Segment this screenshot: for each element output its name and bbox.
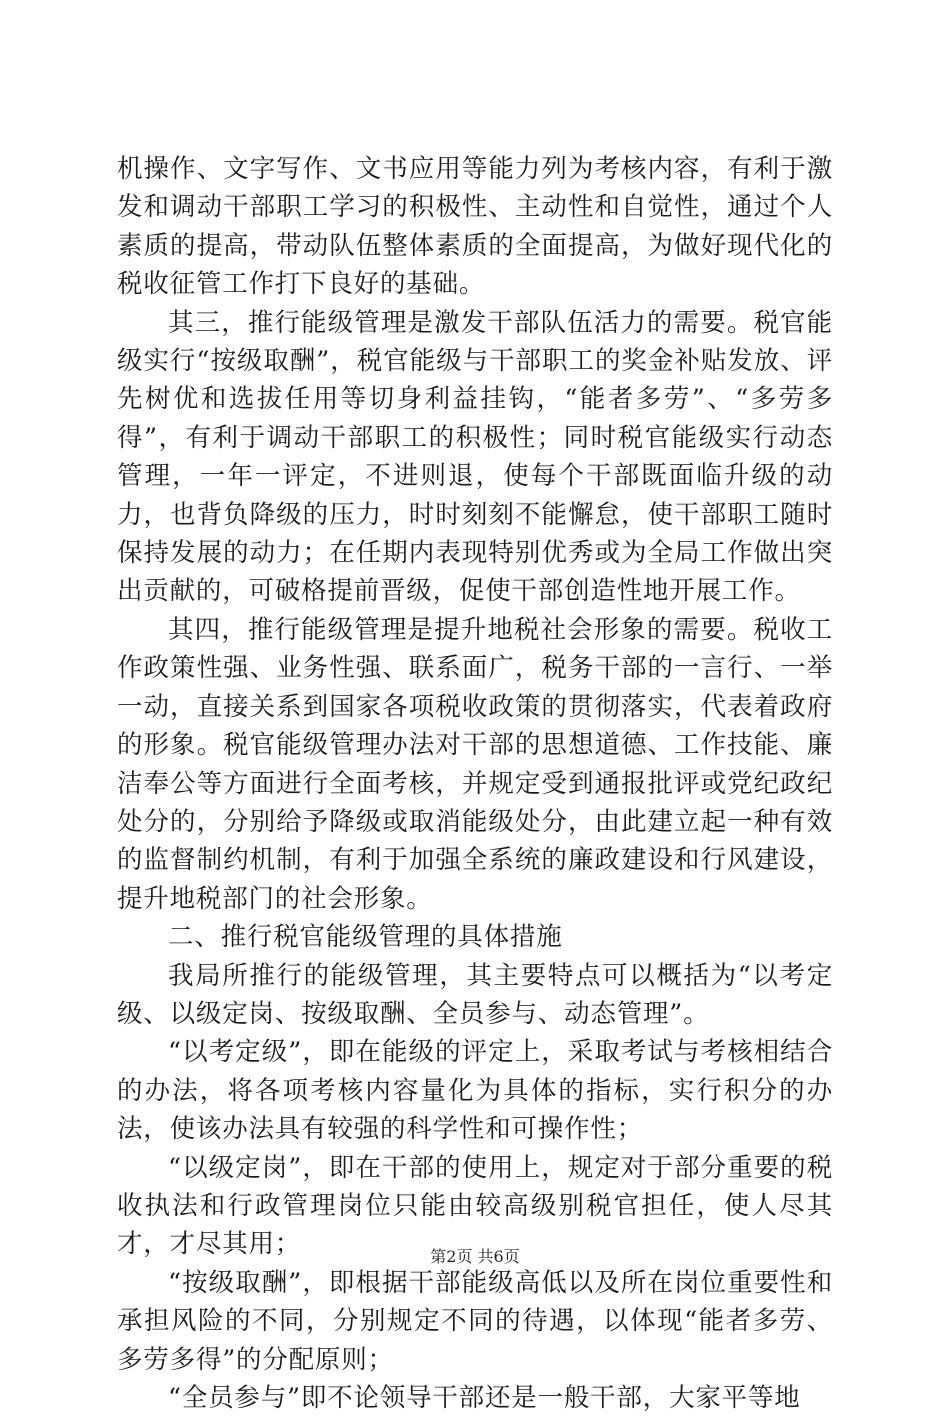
section-heading-measures: 二、推行税官能级管理的具体措施	[168, 922, 563, 953]
paragraph-pay-by-grade: “按级取酬”，即根据干部能级高低以及所在岗位重要性和承担风险的不同，分别规定不同的待遇，以体现“能者多劳、多劳多得”的分配原则；	[117, 1267, 833, 1375]
paragraph-post-by-grade: “以级定岗”，即在干部的使用上，规定对于部分重要的税收执法和行政管理岗位只能由较高级别税官担任，使人尽其才，才尽其用；	[117, 1152, 833, 1260]
paragraph-full-participation: “全员参与”即不论领导干部还是一般干部，大家平等地	[168, 1383, 801, 1413]
paragraph-main-features: 我局所推行的能级管理，其主要特点可以概括为“以考定级、以级定岗、按级取酬、全员参与、动态管理”。	[117, 960, 833, 1029]
paragraph-continuation: 机操作、文字写作、文书应用等能力列为考核内容，有利于激发和调动干部职工学习的积极性、主动性和自觉性，通过个人素质的提高，带动队伍整体素质的全面提高，为做好现代化的税收征管工作打下良好的基础。	[117, 154, 833, 300]
paragraph-grade-by-exam: “以考定级”，即在能级的评定上，采取考试与考核相结合的办法，将各项考核内容量化为具体的指标，实行积分的办法，使该办法具有较强的科学性和可操作性；	[117, 1037, 833, 1145]
paragraph-point-three: 其三，推行能级管理是激发干部队伍活力的需要。税官能级实行“按级取酬”，税官能级与干部职工的奖金补贴发放、评先树优和选拔任用等切身利益挂钩，“能者多劳”、“多劳多得”，有利于调动干部职工的积极性；同时税官能级实行动态管理，一年一评定，不进则退，使每个干部既面临升级的动力，也背负降级的压力，时时刻刻不能懈怠，使干部职工随时保持发展的动力；在任期内表现特别优秀或为全局工作做出突出贡献的，可破格提前晋级，促使干部创造性地开展工作。	[117, 307, 833, 607]
page-number-footer: 第2页 共6页	[430, 1247, 520, 1266]
paragraph-point-four: 其四，推行能级管理是提升地税社会形象的需要。税收工作政策性强、业务性强、联系面广，税务干部的一言行、一举一动，直接关系到国家各项税收政策的贯彻落实，代表着政府的形象。税官能级管理办法对干部的思想道德、工作技能、廉洁奉公等方面进行全面考核，并规定受到通报批评或党纪政纪处分的，分别给予降级或取消能级处分，由此建立起一种有效的监督制约机制，有利于加强全系统的廉政建设和行风建设，提升地税部门的社会形象。	[117, 614, 833, 914]
document-body	[117, 150, 833, 1417]
